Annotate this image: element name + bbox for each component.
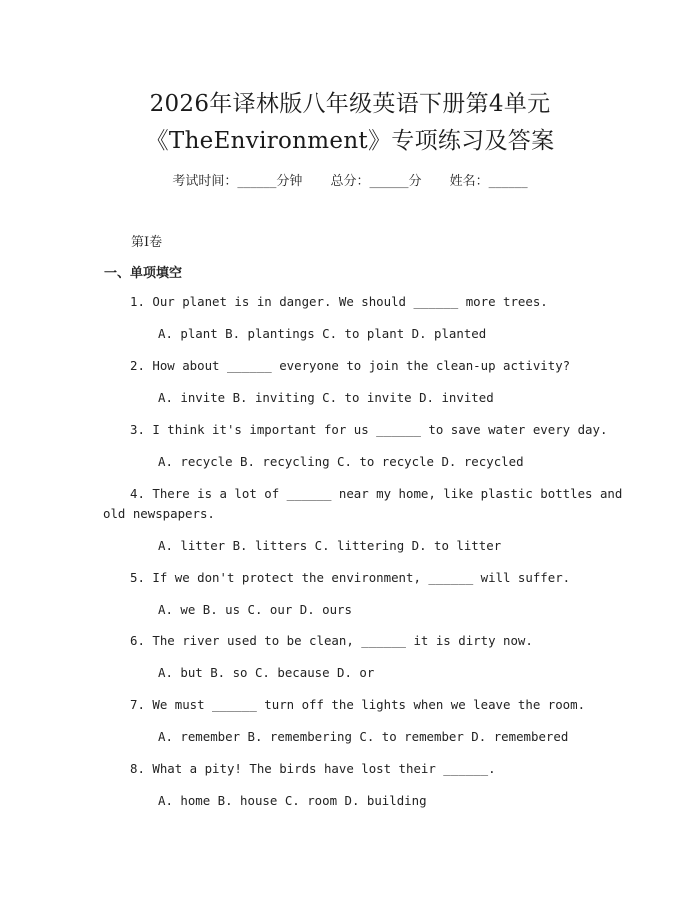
question-1-options: A. plant B. plantings C. to plant D. planted [158, 326, 487, 341]
question-6-stem: 6. The river used to be clean, ______ it is dirty now. [130, 633, 533, 648]
question-4-stem-continuation: old newspapers. [103, 506, 215, 521]
question-1-stem: 1. Our planet is in danger. We should ______ more trees. [130, 294, 548, 309]
question-8-options: A. home B. house C. room D. building [158, 793, 427, 808]
question-5-stem: 5. If we don't protect the environment, ______ will suffer. [130, 570, 571, 585]
question-3-stem: 3. I think it's important for us ______ to save water every day. [130, 422, 608, 437]
document-title-line1: 2026年译林版八年级英语下册第4单元 [149, 91, 551, 117]
exam-time-field: 考试时间：______分钟 [172, 174, 303, 189]
question-4-stem: 4. There is a lot of ______ near my home, like plastic bottles and [130, 486, 623, 501]
question-8-stem: 8. What a pity! The birds have lost their ______. [130, 761, 496, 776]
question-5-options: A. we B. us C. our D. ours [158, 602, 352, 617]
question-6-options: A. but B. so C. because D. or [158, 665, 375, 680]
part-label: 第I卷 [131, 235, 163, 250]
total-score-field: 总分：______分 [330, 174, 422, 189]
student-name-field: 姓名：______ [449, 174, 528, 189]
question-7-options: A. remember B. remembering C. to remember D. remembered [158, 729, 569, 744]
question-3-options: A. recycle B. recycling C. to recycle D. recycled [158, 454, 524, 469]
question-2-stem: 2. How about ______ everyone to join the clean-up activity? [130, 358, 571, 373]
question-2-options: A. invite B. inviting C. to invite D. invited [158, 390, 494, 405]
question-4-options: A. litter B. litters C. littering D. to litter [158, 538, 502, 553]
question-7-stem: 7. We must ______ turn off the lights when we leave the room. [130, 697, 586, 712]
section-title: 一、单项填空 [104, 266, 183, 281]
exam-info-row [0, 170, 700, 189]
document-title-line2: 《TheEnvironment》专项练习及答案 [145, 128, 555, 154]
